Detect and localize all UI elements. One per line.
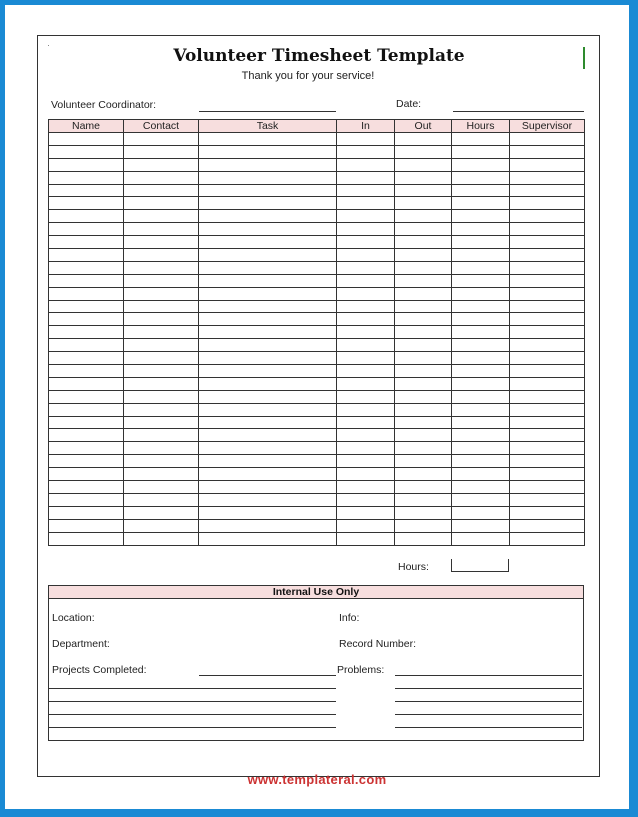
table-cell-hours[interactable] xyxy=(452,468,510,481)
table-cell-name[interactable] xyxy=(49,274,124,287)
table-cell-name[interactable] xyxy=(49,442,124,455)
timesheet-table xyxy=(48,119,585,546)
table-cell-out[interactable] xyxy=(395,274,452,287)
table-row xyxy=(49,300,585,313)
table-cell-contact[interactable] xyxy=(124,352,199,365)
table-cell-hours[interactable] xyxy=(452,145,510,158)
table-cell-contact[interactable] xyxy=(124,377,199,390)
table-cell-contact[interactable] xyxy=(124,455,199,468)
table-cell-supervisor[interactable] xyxy=(510,145,585,158)
table-cell-contact[interactable] xyxy=(124,197,199,210)
table-cell-supervisor[interactable] xyxy=(510,442,585,455)
table-cell-hours[interactable] xyxy=(452,287,510,300)
table-cell-task[interactable] xyxy=(199,377,337,390)
table-cell-hours[interactable] xyxy=(452,416,510,429)
table-cell-in[interactable] xyxy=(337,236,395,249)
table-cell-in[interactable] xyxy=(337,493,395,506)
table-cell-hours[interactable] xyxy=(452,223,510,236)
table-cell-name[interactable] xyxy=(49,403,124,416)
table-cell-out[interactable] xyxy=(395,184,452,197)
table-cell-supervisor[interactable] xyxy=(510,519,585,532)
internal-use-section xyxy=(48,585,584,741)
table-cell-supervisor[interactable] xyxy=(510,287,585,300)
col-header-hours: Hours xyxy=(452,120,510,133)
table-cell-supervisor[interactable] xyxy=(510,197,585,210)
table-cell-supervisor[interactable] xyxy=(510,223,585,236)
table-cell-contact[interactable] xyxy=(124,403,199,416)
table-cell-out[interactable] xyxy=(395,352,452,365)
table-cell-name[interactable] xyxy=(49,519,124,532)
table-cell-task[interactable] xyxy=(199,442,337,455)
table-cell-out[interactable] xyxy=(395,171,452,184)
table-cell-name[interactable] xyxy=(49,236,124,249)
table-row xyxy=(49,481,585,494)
table-cell-contact[interactable] xyxy=(124,236,199,249)
table-cell-contact[interactable] xyxy=(124,442,199,455)
table-cell-contact[interactable] xyxy=(124,493,199,506)
table-cell-in[interactable] xyxy=(337,416,395,429)
table-cell-supervisor[interactable] xyxy=(510,532,585,545)
table-cell-hours[interactable] xyxy=(452,249,510,262)
col-header-in: In xyxy=(337,120,395,133)
table-cell-name[interactable] xyxy=(49,506,124,519)
table-cell-name[interactable] xyxy=(49,377,124,390)
col-header-contact: Contact xyxy=(124,120,199,133)
table-cell-out[interactable] xyxy=(395,506,452,519)
table-cell-hours[interactable] xyxy=(452,377,510,390)
problems-line[interactable] xyxy=(395,701,582,702)
table-cell-contact[interactable] xyxy=(124,365,199,378)
table-cell-contact[interactable] xyxy=(124,429,199,442)
table-row xyxy=(49,403,585,416)
table-cell-task[interactable] xyxy=(199,493,337,506)
table-cell-supervisor[interactable] xyxy=(510,300,585,313)
table-row xyxy=(49,274,585,287)
table-cell-out[interactable] xyxy=(395,300,452,313)
table-cell-contact[interactable] xyxy=(124,171,199,184)
table-cell-contact[interactable] xyxy=(124,416,199,429)
table-cell-name[interactable] xyxy=(49,171,124,184)
table-cell-hours[interactable] xyxy=(452,274,510,287)
table-cell-out[interactable] xyxy=(395,261,452,274)
table-cell-task[interactable] xyxy=(199,171,337,184)
table-row xyxy=(49,184,585,197)
table-cell-task[interactable] xyxy=(199,519,337,532)
table-cell-task[interactable] xyxy=(199,249,337,262)
col-header-supervisor: Supervisor xyxy=(510,120,585,133)
table-cell-in[interactable] xyxy=(337,171,395,184)
projects-line[interactable] xyxy=(49,688,336,689)
table-cell-in[interactable] xyxy=(337,249,395,262)
table-cell-hours[interactable] xyxy=(452,261,510,274)
table-cell-hours[interactable] xyxy=(452,403,510,416)
table-cell-contact[interactable] xyxy=(124,145,199,158)
table-cell-supervisor[interactable] xyxy=(510,390,585,403)
table-cell-name[interactable] xyxy=(49,223,124,236)
col-header-out: Out xyxy=(395,120,452,133)
table-cell-hours[interactable] xyxy=(452,158,510,171)
table-cell-hours[interactable] xyxy=(452,442,510,455)
table-row xyxy=(49,158,585,171)
table-cell-name[interactable] xyxy=(49,481,124,494)
problems-line[interactable] xyxy=(395,688,582,689)
table-cell-supervisor[interactable] xyxy=(510,377,585,390)
table-cell-supervisor[interactable] xyxy=(510,249,585,262)
table-cell-task[interactable] xyxy=(199,339,337,352)
table-cell-contact[interactable] xyxy=(124,274,199,287)
table-cell-in[interactable] xyxy=(337,506,395,519)
table-cell-hours[interactable] xyxy=(452,184,510,197)
table-cell-name[interactable] xyxy=(49,210,124,223)
table-cell-task[interactable] xyxy=(199,416,337,429)
table-cell-hours[interactable] xyxy=(452,481,510,494)
table-cell-out[interactable] xyxy=(395,197,452,210)
table-cell-name[interactable] xyxy=(49,416,124,429)
table-row xyxy=(49,326,585,339)
table-cell-task[interactable] xyxy=(199,210,337,223)
table-cell-in[interactable] xyxy=(337,197,395,210)
table-cell-name[interactable] xyxy=(49,133,124,146)
problems-line[interactable] xyxy=(395,675,582,676)
table-row xyxy=(49,236,585,249)
table-cell-hours[interactable] xyxy=(452,506,510,519)
table-cell-supervisor[interactable] xyxy=(510,326,585,339)
table-cell-task[interactable] xyxy=(199,403,337,416)
table-cell-task[interactable] xyxy=(199,313,337,326)
table-row xyxy=(49,532,585,545)
table-cell-in[interactable] xyxy=(337,184,395,197)
table-cell-out[interactable] xyxy=(395,390,452,403)
table-cell-name[interactable] xyxy=(49,184,124,197)
table-cell-in[interactable] xyxy=(337,532,395,545)
table-cell-hours[interactable] xyxy=(452,236,510,249)
table-cell-out[interactable] xyxy=(395,365,452,378)
table-cell-contact[interactable] xyxy=(124,468,199,481)
table-cell-in[interactable] xyxy=(337,274,395,287)
table-row xyxy=(49,249,585,262)
table-cell-in[interactable] xyxy=(337,429,395,442)
table-cell-name[interactable] xyxy=(49,261,124,274)
table-cell-out[interactable] xyxy=(395,416,452,429)
table-row xyxy=(49,261,585,274)
table-cell-out[interactable] xyxy=(395,313,452,326)
table-cell-task[interactable] xyxy=(199,532,337,545)
table-cell-hours[interactable] xyxy=(452,365,510,378)
table-cell-task[interactable] xyxy=(199,390,337,403)
table-cell-name[interactable] xyxy=(49,455,124,468)
table-cell-name[interactable] xyxy=(49,365,124,378)
table-row xyxy=(49,339,585,352)
table-cell-task[interactable] xyxy=(199,481,337,494)
table-cell-hours[interactable] xyxy=(452,493,510,506)
table-cell-name[interactable] xyxy=(49,287,124,300)
table-cell-task[interactable] xyxy=(199,468,337,481)
table-cell-supervisor[interactable] xyxy=(510,365,585,378)
internal-use-header: Internal Use Only xyxy=(49,586,583,599)
table-cell-out[interactable] xyxy=(395,210,452,223)
table-cell-contact[interactable] xyxy=(124,223,199,236)
date-label: Date: xyxy=(396,98,422,110)
table-cell-task[interactable] xyxy=(199,429,337,442)
table-cell-hours[interactable] xyxy=(452,429,510,442)
table-cell-name[interactable] xyxy=(49,493,124,506)
location-label: Location: xyxy=(52,612,95,624)
table-cell-task[interactable] xyxy=(199,158,337,171)
table-cell-supervisor[interactable] xyxy=(510,455,585,468)
table-row xyxy=(49,429,585,442)
table-cell-name[interactable] xyxy=(49,532,124,545)
table-cell-supervisor[interactable] xyxy=(510,506,585,519)
table-cell-contact[interactable] xyxy=(124,184,199,197)
table-cell-supervisor[interactable] xyxy=(510,468,585,481)
projects-line[interactable] xyxy=(49,727,336,728)
page-title: Volunteer Timesheet Template xyxy=(173,46,465,66)
table-cell-hours[interactable] xyxy=(452,300,510,313)
table-cell-in[interactable] xyxy=(337,352,395,365)
table-cell-supervisor[interactable] xyxy=(510,493,585,506)
table-cell-task[interactable] xyxy=(199,236,337,249)
table-cell-hours[interactable] xyxy=(452,532,510,545)
table-cell-contact[interactable] xyxy=(124,481,199,494)
projects-completed-label: Projects Completed: xyxy=(52,664,147,676)
table-cell-supervisor[interactable] xyxy=(510,313,585,326)
table-row xyxy=(49,133,585,146)
footer-url: www.templateral.com xyxy=(247,772,387,787)
table-row xyxy=(49,377,585,390)
table-header-row xyxy=(49,120,585,133)
coordinator-field[interactable] xyxy=(199,111,336,112)
table-cell-supervisor[interactable] xyxy=(510,171,585,184)
table-cell-in[interactable] xyxy=(337,377,395,390)
table-cell-name[interactable] xyxy=(49,158,124,171)
table-cell-contact[interactable] xyxy=(124,519,199,532)
col-header-name: Name xyxy=(49,120,124,133)
table-cell-supervisor[interactable] xyxy=(510,210,585,223)
table-cell-supervisor[interactable] xyxy=(510,481,585,494)
record-number-label: Record Number: xyxy=(339,638,417,650)
table-cell-task[interactable] xyxy=(199,287,337,300)
projects-line[interactable] xyxy=(199,675,336,676)
table-cell-name[interactable] xyxy=(49,249,124,262)
table-cell-out[interactable] xyxy=(395,468,452,481)
table-cell-in[interactable] xyxy=(337,158,395,171)
hours-total-label: Hours: xyxy=(398,561,429,573)
col-header-task: Task xyxy=(199,120,337,133)
table-cell-task[interactable] xyxy=(199,455,337,468)
table-cell-out[interactable] xyxy=(395,145,452,158)
table-cell-out[interactable] xyxy=(395,377,452,390)
table-row xyxy=(49,145,585,158)
table-cell-supervisor[interactable] xyxy=(510,133,585,146)
table-cell-out[interactable] xyxy=(395,403,452,416)
table-row xyxy=(49,390,585,403)
problems-line[interactable] xyxy=(395,714,582,715)
table-cell-hours[interactable] xyxy=(452,171,510,184)
table-cell-name[interactable] xyxy=(49,429,124,442)
table-cell-out[interactable] xyxy=(395,455,452,468)
info-label: Info: xyxy=(339,612,360,624)
table-cell-name[interactable] xyxy=(49,313,124,326)
table-row xyxy=(49,519,585,532)
table-cell-out[interactable] xyxy=(395,339,452,352)
problems-label: Problems: xyxy=(337,664,385,676)
table-cell-task[interactable] xyxy=(199,261,337,274)
table-cell-supervisor[interactable] xyxy=(510,236,585,249)
table-cell-in[interactable] xyxy=(337,365,395,378)
table-row xyxy=(49,506,585,519)
table-cell-contact[interactable] xyxy=(124,210,199,223)
table-row xyxy=(49,313,585,326)
table-cell-task[interactable] xyxy=(199,133,337,146)
table-row xyxy=(49,493,585,506)
table-cell-in[interactable] xyxy=(337,210,395,223)
table-cell-supervisor[interactable] xyxy=(510,274,585,287)
table-cell-name[interactable] xyxy=(49,339,124,352)
table-cell-supervisor[interactable] xyxy=(510,184,585,197)
table-cell-out[interactable] xyxy=(395,519,452,532)
table-cell-task[interactable] xyxy=(199,197,337,210)
table-cell-out[interactable] xyxy=(395,223,452,236)
table-cell-in[interactable] xyxy=(337,313,395,326)
table-cell-out[interactable] xyxy=(395,493,452,506)
table-cell-out[interactable] xyxy=(395,442,452,455)
projects-line[interactable] xyxy=(49,701,336,702)
table-cell-name[interactable] xyxy=(49,326,124,339)
table-cell-name[interactable] xyxy=(49,390,124,403)
table-cell-in[interactable] xyxy=(337,339,395,352)
table-cell-task[interactable] xyxy=(199,145,337,158)
table-cell-in[interactable] xyxy=(337,481,395,494)
table-cell-contact[interactable] xyxy=(124,326,199,339)
table-cell-name[interactable] xyxy=(49,300,124,313)
table-cell-contact[interactable] xyxy=(124,390,199,403)
table-cell-in[interactable] xyxy=(337,468,395,481)
table-cell-contact[interactable] xyxy=(124,249,199,262)
table-cell-in[interactable] xyxy=(337,403,395,416)
table-cell-out[interactable] xyxy=(395,429,452,442)
table-cell-hours[interactable] xyxy=(452,390,510,403)
table-cell-out[interactable] xyxy=(395,158,452,171)
table-cell-hours[interactable] xyxy=(452,313,510,326)
table-cell-contact[interactable] xyxy=(124,313,199,326)
table-cell-contact[interactable] xyxy=(124,300,199,313)
table-cell-out[interactable] xyxy=(395,236,452,249)
table-cell-contact[interactable] xyxy=(124,133,199,146)
table-cell-in[interactable] xyxy=(337,261,395,274)
table-cell-task[interactable] xyxy=(199,223,337,236)
table-cell-task[interactable] xyxy=(199,365,337,378)
table-cell-in[interactable] xyxy=(337,326,395,339)
table-cell-supervisor[interactable] xyxy=(510,261,585,274)
table-cell-task[interactable] xyxy=(199,184,337,197)
table-body xyxy=(49,133,585,546)
table-cell-out[interactable] xyxy=(395,481,452,494)
table-cell-in[interactable] xyxy=(337,145,395,158)
department-label: Department: xyxy=(52,638,110,650)
table-cell-supervisor[interactable] xyxy=(510,403,585,416)
table-cell-in[interactable] xyxy=(337,519,395,532)
page-subtitle: Thank you for your service! xyxy=(241,70,375,82)
projects-line[interactable] xyxy=(49,714,336,715)
table-cell-task[interactable] xyxy=(199,352,337,365)
table-row xyxy=(49,442,585,455)
table-cell-hours[interactable] xyxy=(452,326,510,339)
table-cell-hours[interactable] xyxy=(452,197,510,210)
table-cell-supervisor[interactable] xyxy=(510,339,585,352)
table-cell-name[interactable] xyxy=(49,197,124,210)
table-cell-name[interactable] xyxy=(49,468,124,481)
problems-line[interactable] xyxy=(395,727,582,728)
table-cell-in[interactable] xyxy=(337,455,395,468)
table-cell-in[interactable] xyxy=(337,300,395,313)
coordinator-label: Volunteer Coordinator: xyxy=(51,99,157,111)
table-row xyxy=(49,210,585,223)
table-row xyxy=(49,287,585,300)
table-cell-supervisor[interactable] xyxy=(510,429,585,442)
table-cell-supervisor[interactable] xyxy=(510,158,585,171)
table-cell-contact[interactable] xyxy=(124,158,199,171)
table-cell-hours[interactable] xyxy=(452,352,510,365)
table-cell-hours[interactable] xyxy=(452,519,510,532)
table-row xyxy=(49,455,585,468)
table-cell-in[interactable] xyxy=(337,442,395,455)
table-cell-contact[interactable] xyxy=(124,339,199,352)
table-cell-out[interactable] xyxy=(395,249,452,262)
table-row xyxy=(49,223,585,236)
table-cell-in[interactable] xyxy=(337,133,395,146)
table-cell-name[interactable] xyxy=(49,145,124,158)
table-cell-task[interactable] xyxy=(199,326,337,339)
table-cell-out[interactable] xyxy=(395,326,452,339)
table-cell-supervisor[interactable] xyxy=(510,352,585,365)
table-row xyxy=(49,416,585,429)
hours-total-field[interactable] xyxy=(451,559,509,572)
table-cell-hours[interactable] xyxy=(452,133,510,146)
table-cell-out[interactable] xyxy=(395,287,452,300)
table-cell-task[interactable] xyxy=(199,274,337,287)
table-cell-in[interactable] xyxy=(337,223,395,236)
table-cell-name[interactable] xyxy=(49,352,124,365)
table-row xyxy=(49,197,585,210)
table-cell-task[interactable] xyxy=(199,506,337,519)
table-cell-hours[interactable] xyxy=(452,339,510,352)
table-cell-in[interactable] xyxy=(337,287,395,300)
table-cell-contact[interactable] xyxy=(124,532,199,545)
table-cell-in[interactable] xyxy=(337,390,395,403)
table-row xyxy=(49,171,585,184)
table-cell-out[interactable] xyxy=(395,532,452,545)
table-cell-supervisor[interactable] xyxy=(510,416,585,429)
table-row xyxy=(49,365,585,378)
table-row xyxy=(49,468,585,481)
table-cell-task[interactable] xyxy=(199,300,337,313)
table-cell-contact[interactable] xyxy=(124,506,199,519)
table-cell-hours[interactable] xyxy=(452,210,510,223)
table-cell-contact[interactable] xyxy=(124,261,199,274)
table-row xyxy=(49,352,585,365)
table-cell-contact[interactable] xyxy=(124,287,199,300)
date-field[interactable] xyxy=(453,111,584,112)
table-cell-hours[interactable] xyxy=(452,455,510,468)
table-cell-out[interactable] xyxy=(395,133,452,146)
